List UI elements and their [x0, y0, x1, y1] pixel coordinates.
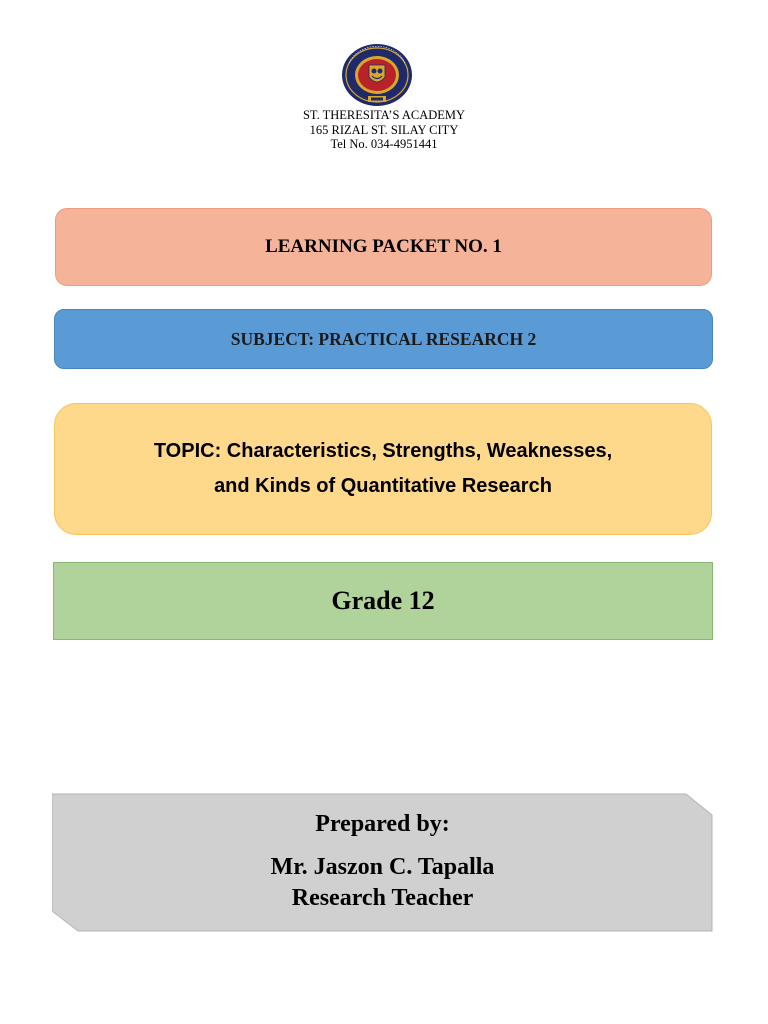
grade-banner — [53, 562, 713, 640]
prepared-by-label: Prepared by: — [315, 811, 450, 837]
subject-banner — [54, 309, 713, 369]
subject-label: SUBJECT: PRACTICAL RESEARCH 2 — [230, 328, 537, 349]
topic-banner — [54, 403, 712, 535]
school-seal-icon — [341, 43, 413, 107]
topic-label: TOPIC: Characteristics, Strengths, Weaknesses, and Kinds of Quantitative Research — [153, 440, 613, 497]
grade-label: Grade 12 — [331, 586, 435, 615]
school-name: ST. THERESITA’S ACADEMY — [302, 108, 466, 122]
teacher-name: Mr. Jaszon C. Tapalla — [270, 854, 495, 880]
school-phone: Tel No. 034-4951441 — [330, 137, 438, 151]
teacher-role: Research Teacher — [291, 885, 474, 911]
prepared-by-block — [52, 793, 713, 932]
school-address: 165 RIZAL ST. SILAY CITY — [309, 122, 459, 137]
learning-packet-title: LEARNING PACKET NO. 1 — [265, 236, 502, 257]
learning-packet-banner — [55, 208, 712, 286]
school-header — [0, 108, 768, 152]
